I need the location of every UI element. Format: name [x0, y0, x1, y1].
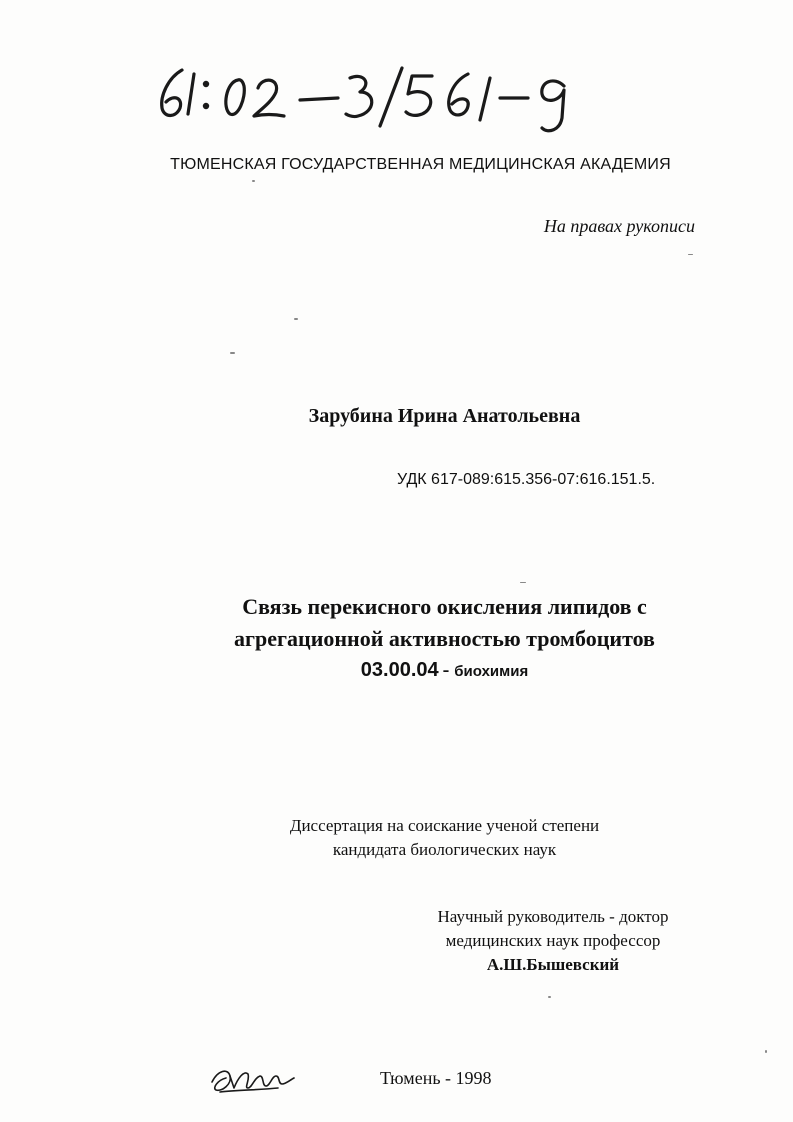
scan-speck [252, 180, 255, 182]
dissertation-title-line-2: агрегационной активностью тромбоцитов [234, 626, 655, 651]
handwritten-archive-code-drawing [150, 58, 590, 142]
handwritten-archive-code [150, 58, 590, 142]
scan-speck [230, 352, 235, 354]
udk-code: УДК 617-089:615.356-07:616.151.5. [397, 471, 656, 488]
specialty-name: биохимия [454, 663, 529, 680]
rights-note: На правах рукописи [543, 216, 695, 236]
degree-line-2: кандидата биологических наук [332, 840, 557, 859]
specialty-separator: - [442, 659, 455, 681]
advisor-title-line-1: Научный руководитель - доктор [437, 907, 669, 926]
signature-drawing [208, 1062, 298, 1096]
specialty-code: 03.00.04 [360, 659, 439, 681]
scan-speck [765, 1050, 767, 1053]
advisor-name: А.Ш.Бышевский [486, 955, 620, 974]
advisor-title-line-2: медицинских наук профессор [445, 931, 661, 950]
specialty-line [0, 659, 793, 682]
city-and-year: Тюмень - 1998 [380, 1068, 492, 1088]
author-name: Зарубина Ирина Анатольевна [308, 405, 581, 427]
handwritten-signature [208, 1062, 298, 1096]
scan-speck [520, 582, 526, 583]
scan-speck [294, 318, 298, 320]
scan-speck [688, 254, 693, 255]
degree-line-1: Диссертация на соискание ученой степени [289, 816, 600, 835]
scan-speck [548, 996, 551, 998]
institution-name: ТЮМЕНСКАЯ ГОСУДАРСТВЕННАЯ МЕДИЦИНСКАЯ АКАДЕМИЯ [170, 156, 671, 173]
dissertation-title-line-1: Связь перекисного окисления липидов с [242, 594, 647, 619]
